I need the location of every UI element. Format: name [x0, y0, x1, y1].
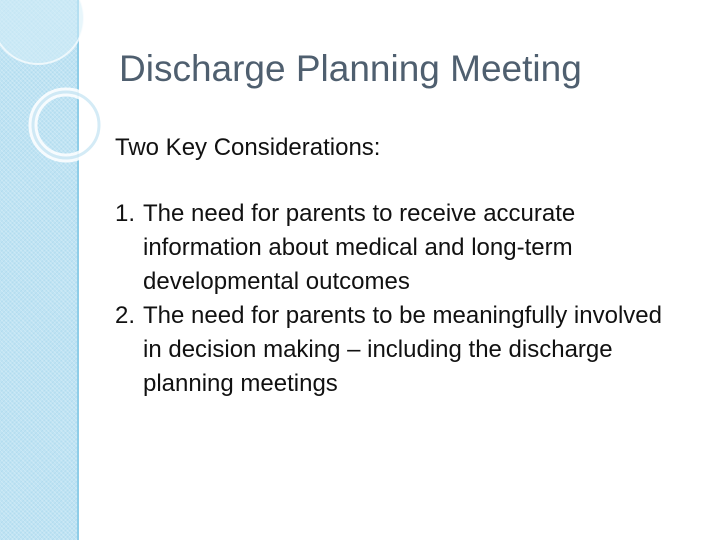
considerations-heading: Two Key Considerations:	[115, 134, 381, 161]
list-item-number: 2.	[115, 302, 136, 329]
list-item	[115, 197, 675, 299]
list-item	[115, 299, 675, 401]
list-item-number: 1.	[115, 200, 136, 227]
decorative-circles	[0, 0, 110, 200]
slide-title: Discharge Planning Meeting	[119, 48, 582, 89]
list-item-text: The need for parents to receive accurate information about medical and long-term developmental outcomes	[143, 200, 576, 295]
slide-content	[115, 131, 675, 401]
list-item-text: The need for parents to be meaningfully involved in decision making – including the discharge planning meetings	[143, 302, 662, 397]
considerations-list	[115, 197, 675, 401]
